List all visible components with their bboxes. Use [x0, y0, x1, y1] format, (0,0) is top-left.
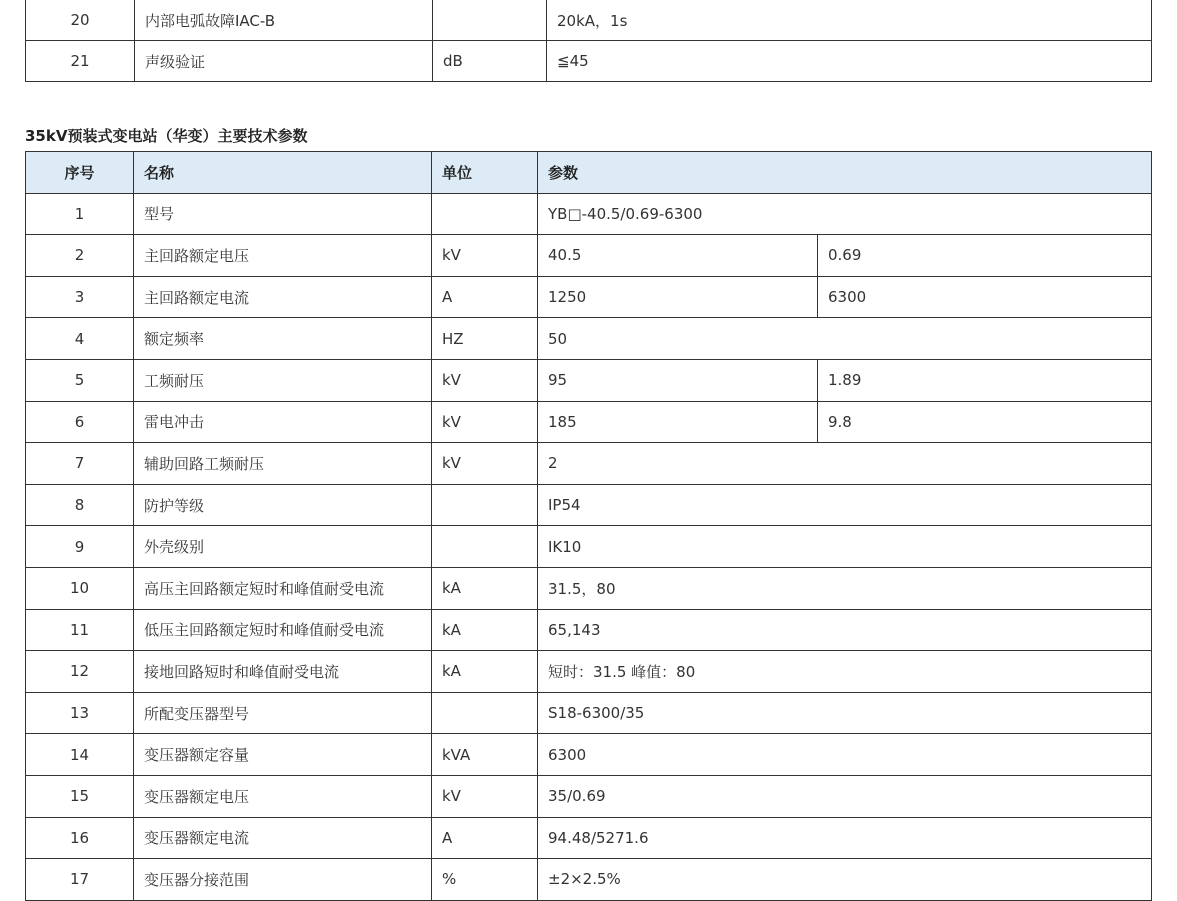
row-number: 20: [26, 0, 135, 41]
row-value: YB□-40.5/0.69-6300: [538, 193, 1152, 235]
table-row: [26, 651, 1152, 693]
table-row: [26, 484, 1152, 526]
row-unit: kV: [432, 443, 538, 485]
row-value: S18-6300/35: [538, 692, 1152, 734]
row-number: 4: [26, 318, 134, 360]
table-row: [26, 276, 1152, 318]
row-value: ≦45: [547, 41, 1152, 82]
row-name: 辅助回路工频耐压: [134, 443, 432, 485]
table-row: [26, 526, 1152, 568]
row-value: 185: [538, 401, 818, 443]
row-unit: kV: [432, 359, 538, 401]
row-unit: [432, 484, 538, 526]
row-value-secondary: 1.89: [818, 359, 1152, 401]
row-number: 1: [26, 193, 134, 235]
row-value: 95: [538, 359, 818, 401]
table-row: [26, 401, 1152, 443]
row-value: 2: [538, 443, 1152, 485]
row-value: ±2×2.5%: [538, 859, 1152, 901]
table-row: [26, 318, 1152, 360]
row-value: 40.5: [538, 235, 818, 277]
header-unit: 单位: [432, 152, 538, 194]
row-unit: A: [432, 817, 538, 859]
row-value: 35/0.69: [538, 775, 1152, 817]
row-name: 变压器额定电流: [134, 817, 432, 859]
row-unit: [432, 193, 538, 235]
row-number: 7: [26, 443, 134, 485]
row-number: 11: [26, 609, 134, 651]
row-unit: HZ: [432, 318, 538, 360]
table-row: [26, 359, 1152, 401]
row-number: 15: [26, 775, 134, 817]
row-name: 主回路额定电流: [134, 276, 432, 318]
row-value: 31.5，80: [538, 567, 1152, 609]
row-value: 6300: [538, 734, 1152, 776]
row-name: 主回路额定电压: [134, 235, 432, 277]
header-parameter: 参数: [538, 152, 1152, 194]
table-body: [26, 193, 1152, 900]
row-name: 低压主回路额定短时和峰值耐受电流: [134, 609, 432, 651]
row-value: 50: [538, 318, 1152, 360]
row-name: 额定频率: [134, 318, 432, 360]
table-row: [26, 443, 1152, 485]
row-unit: [433, 0, 547, 41]
row-name: 防护等级: [134, 484, 432, 526]
row-unit: kA: [432, 651, 538, 693]
row-name: 变压器分接范围: [134, 859, 432, 901]
row-name: 所配变压器型号: [134, 692, 432, 734]
table-row: [26, 567, 1152, 609]
header-name: 名称: [134, 152, 432, 194]
row-name: 外壳级别: [134, 526, 432, 568]
row-name: 接地回路短时和峰值耐受电流: [134, 651, 432, 693]
row-value: 短时：31.5 峰值：80: [538, 651, 1152, 693]
row-name: 声级验证: [135, 41, 433, 82]
row-number: 17: [26, 859, 134, 901]
row-value: IP54: [538, 484, 1152, 526]
row-value: IK10: [538, 526, 1152, 568]
row-number: 2: [26, 235, 134, 277]
row-unit: A: [432, 276, 538, 318]
row-number: 10: [26, 567, 134, 609]
row-unit: [432, 526, 538, 568]
row-value: 65,143: [538, 609, 1152, 651]
table-row: [26, 734, 1152, 776]
row-unit: kVA: [432, 734, 538, 776]
row-name: 工频耐压: [134, 359, 432, 401]
row-number: 16: [26, 817, 134, 859]
row-name: 内部电弧故障IAC-B: [135, 0, 433, 41]
table-row: [26, 859, 1152, 901]
row-name: 变压器额定容量: [134, 734, 432, 776]
row-value-secondary: 0.69: [818, 235, 1152, 277]
row-number: 8: [26, 484, 134, 526]
row-unit: dB: [433, 41, 547, 82]
table-row: [26, 817, 1152, 859]
row-unit: %: [432, 859, 538, 901]
row-name: 雷电冲击: [134, 401, 432, 443]
row-unit: kV: [432, 235, 538, 277]
row-name: 变压器额定电压: [134, 775, 432, 817]
technical-parameter-table: [25, 151, 1152, 901]
row-value: 1250: [538, 276, 818, 318]
row-name: 高压主回路额定短时和峰值耐受电流: [134, 567, 432, 609]
row-unit: kA: [432, 609, 538, 651]
row-value-secondary: 6300: [818, 276, 1152, 318]
row-unit: kA: [432, 567, 538, 609]
table-row: [26, 41, 1152, 82]
row-unit: kV: [432, 401, 538, 443]
table-row: [26, 692, 1152, 734]
row-number: 13: [26, 692, 134, 734]
table-row: [26, 0, 1152, 41]
row-number: 9: [26, 526, 134, 568]
row-number: 21: [26, 41, 135, 82]
table-row: [26, 775, 1152, 817]
row-number: 14: [26, 734, 134, 776]
row-name: 型号: [134, 193, 432, 235]
row-value: 94.48/5271.6: [538, 817, 1152, 859]
row-number: 5: [26, 359, 134, 401]
row-value: 20kA，1s: [547, 0, 1152, 41]
section-title: 35kV预装式变电站（华变）主要技术参数: [25, 127, 308, 145]
header-number: 序号: [26, 152, 134, 194]
table-row: [26, 609, 1152, 651]
table-row: [26, 193, 1152, 235]
row-number: 6: [26, 401, 134, 443]
row-number: 3: [26, 276, 134, 318]
table-header-row: [26, 152, 1152, 194]
row-unit: kV: [432, 775, 538, 817]
row-value-secondary: 9.8: [818, 401, 1152, 443]
row-number: 12: [26, 651, 134, 693]
table-row: [26, 235, 1152, 277]
previous-parameter-table: [25, 0, 1152, 82]
row-unit: [432, 692, 538, 734]
